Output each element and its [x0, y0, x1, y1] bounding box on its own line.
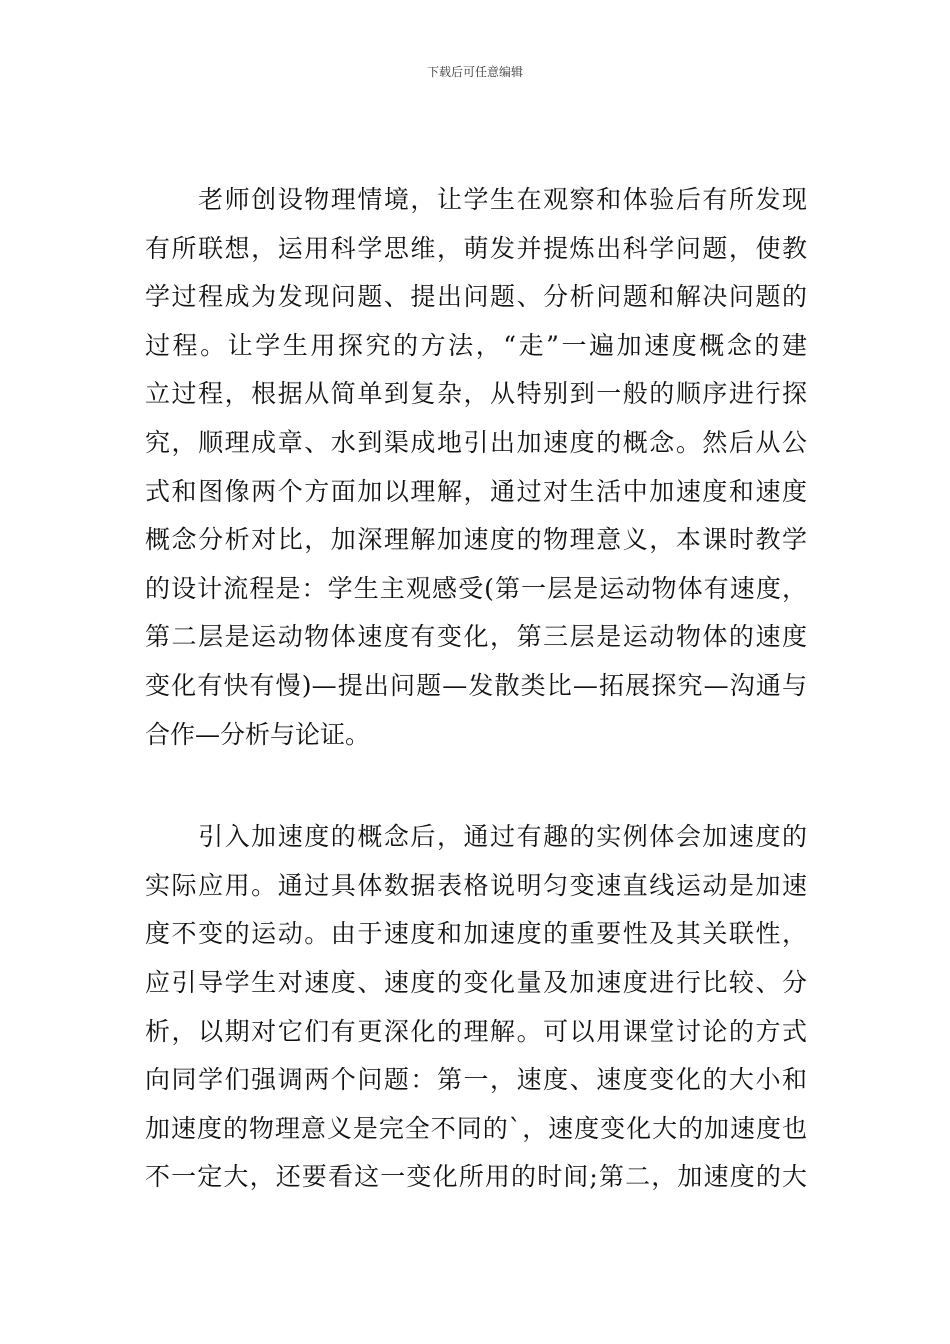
text-line: 度不变的运动。由于速度和加速度的重要性及其关联性， [145, 919, 807, 949]
text-line: 实际应用。通过具体数据表格说明匀变速直线运动是加速 [145, 870, 807, 900]
text-line: 变化有快有慢)—提出问题—发散类比—拓展探究—沟通与 [145, 670, 807, 700]
paragraph-gap [145, 763, 807, 817]
text-line: 加速度的物理意义是完全不同的`，速度变化大的加速度也 [145, 1113, 807, 1143]
text-line: 应引导学生对速度、速度的变化量及加速度进行比较、分 [145, 967, 807, 997]
text-line: 学过程成为发现问题、提出问题、分析问题和解决问题的 [145, 282, 807, 312]
text-line: 向同学们强调两个问题：第一，速度、速度变化的大小和 [145, 1065, 807, 1095]
text-line: 式和图像两个方面加以理解，通过对生活中加速度和速度 [145, 476, 807, 506]
text-line: 究，顺理成章、水到渠成地引出加速度的概念。然后从公 [145, 427, 807, 457]
page-header: 下载后可任意编辑 [426, 65, 523, 79]
paragraph-2 [145, 817, 807, 1206]
text-line: 析，以期对它们有更深化的理解。可以用课堂讨论的方式 [145, 1016, 807, 1046]
document-body [145, 180, 807, 1206]
text-line: 第二层是运动物体速度有变化，第三层是运动物体的速度 [145, 622, 807, 652]
text-line: 的设计流程是：学生主观感受(第一层是运动物体有速度， [145, 573, 807, 603]
text-line: 引入加速度的概念后，通过有趣的实例体会加速度的 [145, 822, 807, 852]
text-line: 不一定大，还要看这一变化所用的时间;第二，加速度的大 [145, 1162, 807, 1192]
text-line: 合作—分析与论证。 [145, 719, 371, 749]
text-line: 概念分析对比，加深理解加速度的物理意义，本课时教学 [145, 525, 807, 555]
text-line: 有所联想，运用科学思维，萌发并提炼出科学问题，使教 [145, 233, 807, 263]
text-line: 老师创设物理情境，让学生在观察和体验后有所发现 [145, 185, 807, 214]
paragraph-1 [145, 180, 807, 763]
text-line: 过程。让学生用探究的方法，“走”一遍加速度概念的建 [145, 330, 807, 360]
text-line: 立过程，根据从简单到复杂，从特别到一般的顺序进行探 [145, 379, 807, 409]
